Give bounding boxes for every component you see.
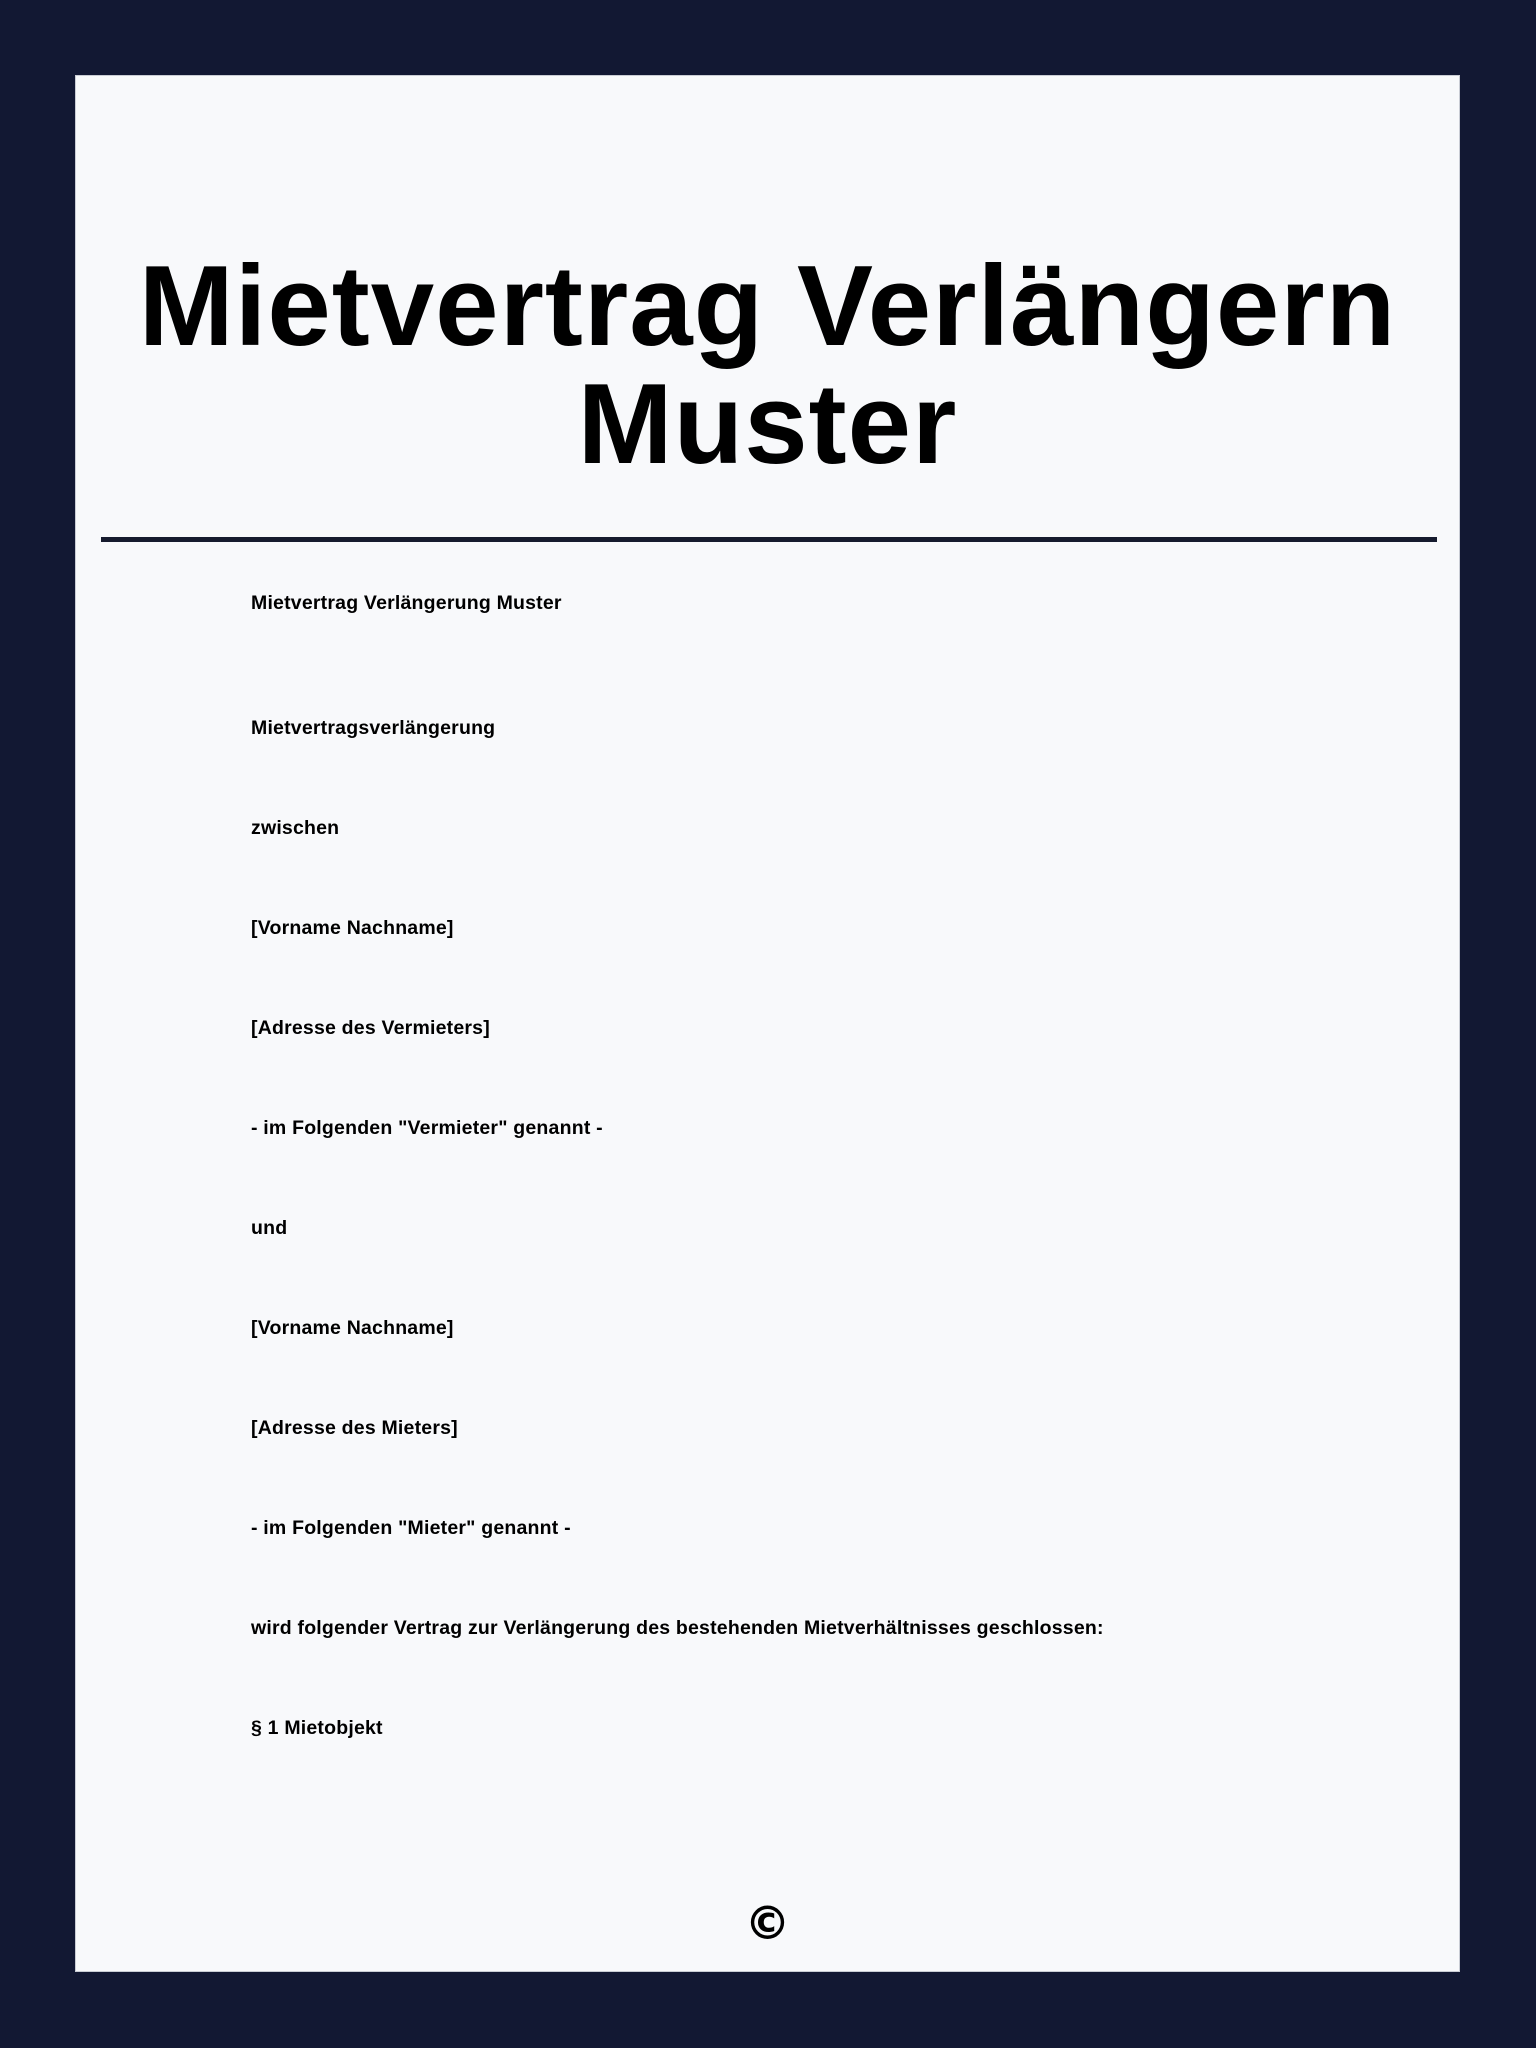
doc-line-landlord-address: [Adresse des Vermieters]	[251, 1017, 490, 1039]
document-title-line-1: Mietvertrag Verlängern	[138, 243, 1397, 370]
doc-line-tenant-designation: - im Folgenden "Mieter" genannt -	[251, 1517, 571, 1539]
doc-line-landlord-name: [Vorname Nachname]	[251, 917, 454, 939]
doc-line-landlord-designation: - im Folgenden "Vermieter" genannt -	[251, 1117, 603, 1139]
doc-line-between: zwischen	[251, 817, 340, 839]
doc-line-tenant-name: [Vorname Nachname]	[251, 1317, 454, 1339]
document-title-line-2: Muster	[577, 361, 958, 488]
document-page	[75, 75, 1460, 1972]
doc-line-section-1: § 1 Mietobjekt	[251, 1717, 383, 1739]
doc-line-and: und	[251, 1217, 288, 1239]
doc-line-contract-extension: Mietvertragsverlängerung	[251, 717, 496, 739]
copyright-icon: ©	[744, 1896, 791, 1950]
doc-line-agreement: wird folgender Vertrag zur Verlängerung des bestehenden Mietverhältnisses geschlossen:	[251, 1617, 1104, 1639]
document-body	[251, 76, 1351, 1971]
doc-heading: Mietvertrag Verlängerung Muster	[251, 592, 562, 614]
doc-line-tenant-address: [Adresse des Mieters]	[251, 1417, 458, 1439]
